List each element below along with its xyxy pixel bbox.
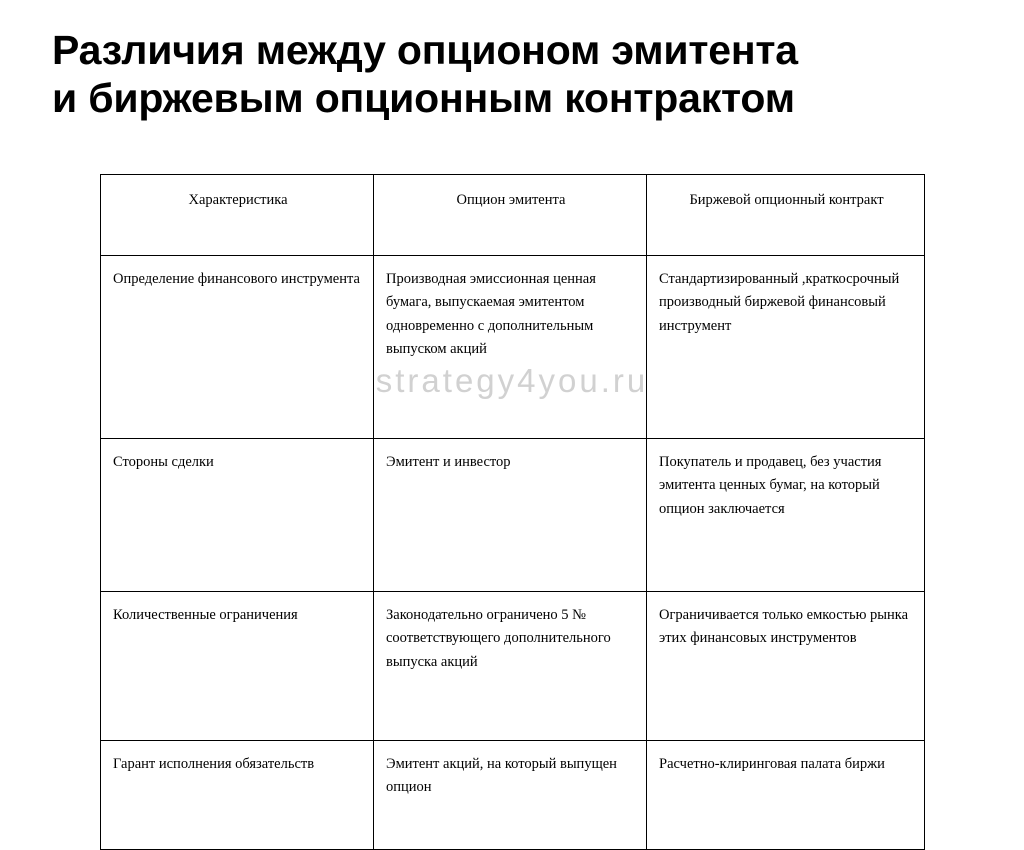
table-header-row — [101, 175, 925, 256]
cell-issuer-option: Эмитент и инвестор — [374, 439, 647, 592]
cell-exchange-option: Ограничивается только емкостью рынка этих финансовых инструментов — [647, 592, 925, 741]
column-header-issuer-option: Опцион эмитента — [374, 175, 647, 256]
table-header — [101, 175, 925, 256]
cell-issuer-option: Производная эмиссионная ценная бумага, выпускаемая эмитентом одновременно с дополнительным выпуском акций — [374, 256, 647, 439]
cell-issuer-option: Эмитент акций, на который выпущен опцион — [374, 741, 647, 850]
page-title-line-1: Различия между опционом эмитента — [52, 27, 798, 73]
cell-exchange-option: Покупатель и продавец, без участия эмитента ценных бумаг, на который опцион заключается — [647, 439, 925, 592]
comparison-table-wrapper — [100, 174, 924, 850]
comparison-table — [100, 174, 925, 850]
cell-characteristic: Количественные ограничения — [101, 592, 374, 741]
column-header-exchange-option-contract: Биржевой опционный контракт — [647, 175, 925, 256]
cell-characteristic: Стороны сделки — [101, 439, 374, 592]
table-body — [101, 256, 925, 850]
table-row — [101, 256, 925, 439]
page-title — [0, 0, 1024, 123]
table-row — [101, 741, 925, 850]
cell-characteristic: Определение финансового инструмента — [101, 256, 374, 439]
cell-issuer-option: Законодательно ограничено 5 № соответствующего дополнительного выпуска акций — [374, 592, 647, 741]
cell-characteristic: Гарант исполнения обязательств — [101, 741, 374, 850]
table-row — [101, 592, 925, 741]
column-header-characteristic: Характеристика — [101, 175, 374, 256]
cell-exchange-option: Расчетно-клиринговая палата биржи — [647, 741, 925, 850]
page-title-line-2: и биржевым опционным контрактом — [52, 75, 795, 122]
watermark: strategy4you.ru — [375, 362, 649, 399]
table-row — [101, 439, 925, 592]
cell-exchange-option: Стандартизированный ,краткосрочный производный биржевой финансовый инструмент — [647, 256, 925, 439]
